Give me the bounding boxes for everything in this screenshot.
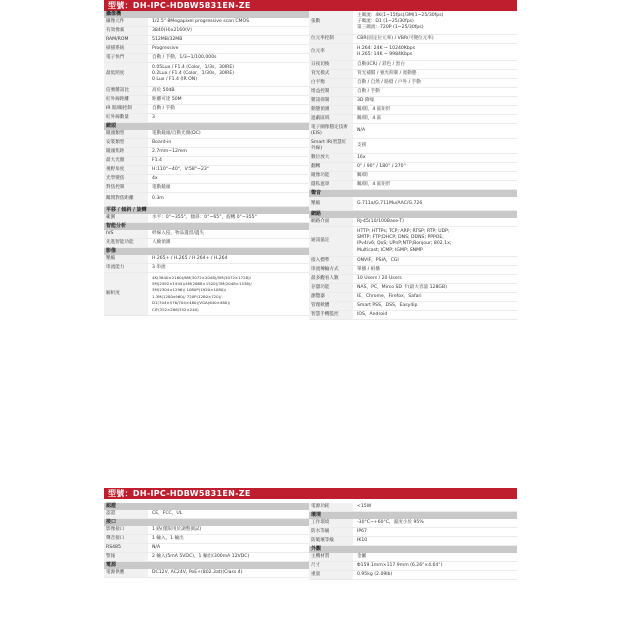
spec-label: 最大光圈 [104, 157, 148, 165]
spec-label: RS485 [104, 544, 148, 552]
spec-label: IR 開/關控制 [104, 105, 148, 113]
spec-value: N/A [357, 128, 366, 134]
spec-label: 有效像素 [104, 27, 148, 35]
section-heading: 環境 [309, 512, 517, 519]
spec-label: 光學變焦 [104, 175, 148, 183]
spec-row [309, 106, 517, 115]
spec-value: 3 串流 [152, 264, 166, 270]
spec-label: 尺寸 [309, 562, 353, 570]
section-heading: 接口 [104, 519, 309, 526]
spec-value: IOS，Android [357, 311, 388, 317]
spec-value: 金屬 [357, 554, 367, 559]
spec-label: 先進智能功能 [104, 239, 148, 247]
spec-value [353, 11, 517, 34]
spec-label: 影像接口 [104, 526, 148, 534]
spec-value [353, 44, 517, 60]
spec-row [309, 61, 517, 70]
spec-label: 翻轉 [309, 163, 353, 171]
spec-label: RAM/ROM [104, 36, 148, 44]
spec-value: 自動 / 手動，1/3~1/100,000s [152, 55, 217, 60]
spec-row [309, 139, 517, 154]
spec-row [104, 273, 309, 316]
spec-value: F1.4 [152, 157, 162, 163]
spec-value: 自動(ICR) / 彩色 / 黑白 [357, 62, 405, 68]
spec-value: 3D 降噪 [357, 98, 375, 104]
spec-row [104, 157, 309, 166]
spec-row [104, 214, 309, 223]
spec-row [309, 562, 517, 571]
spec-value-line: IPv4/v6; QoS; UPnP;NTP;Bonjour; 802.1x; [357, 241, 452, 247]
spec-row [104, 96, 309, 105]
spec-value-line: 5M(2592×1944)/4M(2688×1520)/3M(2048×1536)/ [152, 281, 252, 287]
spec-label: 白平衡 [309, 79, 353, 87]
spec-row [104, 105, 309, 114]
spec-row [309, 88, 517, 97]
spec-row [309, 537, 517, 546]
spec-label: 電子快門 [104, 54, 148, 62]
spec-value: 512MB/32MB [152, 37, 183, 42]
spec-value: Board-in [152, 139, 172, 145]
section-heading: 認證 [104, 503, 309, 510]
spec-column-left [104, 11, 309, 320]
spec-row [104, 139, 309, 148]
spec-row [309, 70, 517, 79]
spec-label: 防水等級 [309, 528, 353, 536]
spec-row [309, 79, 517, 88]
spec-value-line: 0 Lux / F1.4 (IR ON) [152, 77, 198, 83]
spec-row [104, 18, 309, 27]
spec-label: 鏡頭焦距 [104, 148, 148, 156]
spec-label: 通訊協定 [309, 227, 353, 256]
spec-label: 電子圖像穩定技術(EIS) [309, 124, 353, 138]
spec-label: 鏡像功能 [309, 172, 353, 180]
spec-label: 網路介面 [309, 218, 353, 226]
spec-label: 串流能力 [104, 264, 148, 272]
spec-value: 10 Users / 20 Users [357, 275, 402, 281]
spec-value: 背光補償 / 強光抑制 / 寬動態 [357, 71, 417, 77]
spec-value: 關/開，4 區矩形 [357, 107, 391, 113]
spec-sheet-2 [104, 488, 517, 580]
spec-value: 自動 / 手動 [357, 89, 380, 95]
spec-value: IK10 [357, 538, 368, 543]
spec-value: 高於 50dB [152, 87, 175, 93]
spec-label: 攝像元件 [104, 18, 148, 26]
spec-value-line: D1(704×576/704×480)/VGA(640×480)/ [152, 300, 231, 306]
spec-value: <15W [357, 504, 372, 509]
spec-label: 鏡頭類型 [104, 130, 148, 138]
spec-row [309, 227, 517, 257]
spec-value: 1 路(僅限用於調整測試) [152, 527, 202, 532]
section-heading: 外觀 [309, 546, 517, 553]
model-title: 型號：DH-IPC-HDBW5831EN-ZE [104, 488, 517, 499]
spec-label: 關閉對焦距離 [104, 193, 148, 206]
spec-label: Smart IR(智慧紅外線) [309, 139, 353, 153]
spec-value: 電動鏡頭/自動光圈(DC) [152, 130, 201, 136]
spec-value [148, 63, 309, 86]
section-heading: 平移 / 傾斜 / 旋轉 [104, 207, 309, 214]
spec-value: 關/開，4 區矩形 [357, 182, 391, 188]
spec-value: DC12V, AC24V, PoE+(802.3at)(Class 4) [152, 570, 243, 575]
spec-label: 數位放大 [309, 154, 353, 162]
spec-value: 電動鏡頭 [152, 184, 171, 190]
spec-row [309, 218, 517, 227]
spec-row [104, 526, 309, 535]
spec-label: 遮蔽區域 [309, 115, 353, 123]
spec-value: NAS，PC，Mirco SD 卡(最大容量 128GB) [357, 284, 447, 290]
spec-value: 2 輸入(5mA 5VDC)，1 輸出(300mA 12VDC) [152, 554, 250, 559]
spec-label: 日夜切換 [309, 61, 353, 69]
spec-value: 16x [357, 155, 366, 161]
spec-value: Progressive [152, 46, 179, 51]
spec-label: 警報 [104, 553, 148, 561]
spec-value: ONVIF，PSIA，CGI [357, 257, 399, 263]
spec-value-line: 3M(2304×1296)/ 1080P(1920×1080)/ [152, 287, 227, 293]
spec-row [309, 97, 517, 106]
spec-row [309, 181, 517, 190]
spec-sheet-1 [104, 0, 517, 320]
spec-row [309, 284, 517, 293]
spec-label: 串流傳輸方式 [309, 266, 353, 274]
spec-label: 防破壞等級 [309, 537, 353, 545]
spec-value: -30°C~+60°C，濕度小於 95% [357, 520, 424, 525]
spec-label: 位元率 [309, 44, 353, 60]
spec-label: 位元率控制 [309, 35, 353, 43]
spec-label: 電源功耗 [309, 503, 353, 511]
spec-value: N/A [152, 545, 161, 550]
spec-label: 管理軟體 [309, 302, 353, 310]
spec-row [309, 293, 517, 302]
spec-value: 距離可達 50M [152, 96, 182, 102]
spec-value: RJ-45(10/100Base-T) [357, 219, 404, 225]
spec-value: 3 [152, 114, 155, 120]
spec-value: H:110°~40°，V:58°~23° [152, 166, 210, 172]
spec-row [309, 553, 517, 562]
spec-value-line: 1.3M(1280x960)/ 720P(1280×720)/ [152, 293, 222, 299]
spec-row [104, 553, 309, 562]
spec-row [309, 311, 517, 320]
spec-row [104, 36, 309, 45]
spec-row [104, 87, 309, 96]
spec-column-right [309, 11, 517, 320]
spec-row [309, 519, 517, 528]
spec-row [104, 114, 309, 123]
spec-value-line: 0.2Lux / F1.4 (Color，1/30s，30IRE) [152, 71, 235, 77]
spec-value-line: 主碼流：4K(1~15fps)/3M(1~25/30fps) [357, 13, 444, 18]
model-title: 型號：DH-IPC-HDBW5831EN-ZE [104, 0, 517, 11]
spec-value: 自動 / 手動 [152, 105, 175, 111]
spec-value-line: CIF(352×288/352×240) [152, 306, 199, 312]
spec-value: IP67 [357, 529, 367, 534]
spec-label: 認證 [104, 510, 148, 518]
spec-value: 1/2.5" 8Megapixel progressive scan CMOS [152, 19, 250, 24]
spec-row [104, 54, 309, 63]
spec-value [148, 273, 309, 315]
spec-row [104, 27, 309, 36]
spec-value: 0° / 90° / 180° / 270° [357, 164, 406, 170]
spec-value: 絆線入侵，物品遺留/遺失 [152, 230, 205, 236]
spec-value: 關/開 [357, 173, 368, 179]
spec-row [104, 510, 309, 519]
spec-label: 存儲功能 [309, 284, 353, 292]
spec-column-right [309, 503, 517, 580]
spec-row [104, 166, 309, 175]
spec-row [309, 154, 517, 163]
spec-label: 安裝類型 [104, 139, 148, 147]
spec-label: 張數 [309, 11, 353, 34]
spec-value-line: 子碼流：D1 (1~25/30fps) [357, 19, 414, 25]
spec-value: 自動 / 自然 / 路燈 / 戶外 / 手動 [357, 80, 421, 86]
spec-row [104, 255, 309, 264]
spec-row [309, 115, 517, 124]
section-heading: 網路 [309, 211, 517, 218]
spec-label: 增益控制 [309, 88, 353, 96]
spec-value: G.711a/G.711Mu/AAC/G.726 [357, 200, 423, 206]
spec-label: 聲音接口 [104, 535, 148, 543]
spec-column-left [104, 503, 309, 580]
section-heading: 電源 [104, 562, 309, 569]
spec-row [104, 569, 309, 578]
spec-value: 單播 / 組播 [357, 266, 380, 272]
spec-label: 智慧手機監控 [309, 311, 353, 319]
spec-value: IE，Chrome，Firefox，Safari [357, 293, 422, 299]
spec-label: 重量 [309, 571, 353, 579]
spec-value: CBR(固定位元率) / VBR(可變位元率) [357, 35, 434, 41]
spec-label: 最低照度 [104, 63, 148, 86]
spec-row [104, 535, 309, 544]
spec-value: 關/開，4 區 [357, 116, 382, 122]
spec-value: H.265+ / H.265 / H.264+ / H.264 [152, 255, 228, 261]
spec-label: 接入標準 [309, 257, 353, 265]
spec-row [309, 11, 517, 35]
spec-label: 壓縮 [104, 255, 148, 263]
spec-row [104, 175, 309, 184]
section-heading: 聲音 [309, 190, 517, 197]
spec-row [309, 35, 517, 44]
spec-value-line: H.264: 24K ~ 10240Kbps [357, 45, 416, 51]
spec-row [104, 45, 309, 54]
spec-row [104, 63, 309, 87]
spec-label: 對焦控制 [104, 184, 148, 192]
spec-row [309, 44, 517, 61]
spec-row [104, 264, 309, 273]
spec-value-line: HTTP; HTTPs; TCP; ARP; RTSP; RTP; UDP; [357, 229, 450, 235]
spec-value: 1 輸入，1 輸出 [152, 536, 184, 541]
spec-row [104, 230, 309, 239]
spec-row [104, 148, 309, 157]
spec-value-line: H.265: 14K ~ 9984Kbps [357, 51, 413, 57]
spec-row [104, 184, 309, 193]
spec-value-line: 0.05Lux / F1.4 (Color，1/3s，30IRE) [152, 65, 235, 70]
spec-value-line: SMTP; FTP;DHCP; DNS; DDNS; PPPOE; [357, 235, 444, 241]
spec-row [309, 257, 517, 266]
spec-label: 隱私遮罩 [309, 181, 353, 189]
spec-label: 視野角度 [104, 166, 148, 174]
spec-label: 瀏覽器 [309, 293, 353, 301]
spec-label: 最多觀看人數 [309, 275, 353, 283]
spec-row [309, 163, 517, 172]
spec-row [309, 266, 517, 275]
spec-value-line: 第三碼流：720P (1~25/30fps) [357, 25, 424, 31]
spec-label: 解析度 [104, 273, 148, 315]
spec-label: 動態偵測 [309, 106, 353, 114]
section-heading: 鏡頭 [104, 123, 309, 130]
spec-value: Smart PSS，DSS，Easy4ip [357, 302, 418, 308]
spec-value: CE，FCC，UL [152, 511, 183, 516]
spec-label: 紅外線距離 [104, 96, 148, 104]
spec-label: 主機材質 [309, 553, 353, 561]
spec-label: 掃描系統 [104, 45, 148, 53]
spec-label: 雜訊抑制 [309, 97, 353, 105]
spec-value-line: 4K(3840×2160)/6M(3072×2048)/5M(3072×1728)/ [152, 274, 251, 280]
spec-value-line: Multicast; ICMP; IGMP; SNMP [357, 247, 423, 253]
spec-row [309, 503, 517, 512]
spec-label: IVS [104, 230, 148, 238]
spec-row [104, 130, 309, 139]
spec-value: Φ159.1mm×117.9mm (6.26"×4.64") [357, 563, 443, 568]
spec-row [104, 193, 309, 207]
spec-row [309, 172, 517, 181]
section-heading: 智能分析 [104, 223, 309, 230]
spec-value: 水平：0°~355°，傾斜：0°~65°，旋轉 0°~355° [152, 214, 257, 220]
spec-value: 支援 [357, 143, 367, 149]
spec-value: 2.7mm~12mm [152, 148, 187, 154]
spec-label: 壓縮 [309, 197, 353, 210]
spec-row [104, 239, 309, 248]
spec-row [104, 544, 309, 553]
spec-row [309, 197, 517, 211]
section-heading: 攝像機 [104, 11, 309, 18]
section-heading: 影像 [104, 248, 309, 255]
spec-label: 信號雜訊比 [104, 87, 148, 95]
spec-value: 4x [152, 175, 158, 181]
spec-row [309, 124, 517, 139]
spec-value: 人臉偵測 [152, 239, 171, 245]
spec-value [353, 227, 517, 256]
spec-label: 電源供應 [104, 569, 148, 577]
spec-label: 工作環境 [309, 519, 353, 527]
spec-row [309, 528, 517, 537]
spec-label: 紅外線數量 [104, 114, 148, 122]
spec-row [309, 275, 517, 284]
spec-value: 3840(H)x2160(V) [152, 28, 192, 33]
spec-label: 背光模式 [309, 70, 353, 78]
spec-row [309, 302, 517, 311]
spec-value: 0.3m [152, 196, 164, 202]
spec-label: 範圍 [104, 214, 148, 222]
spec-row [309, 571, 517, 580]
spec-value: 0.95kg (2.09lb) [357, 572, 393, 577]
